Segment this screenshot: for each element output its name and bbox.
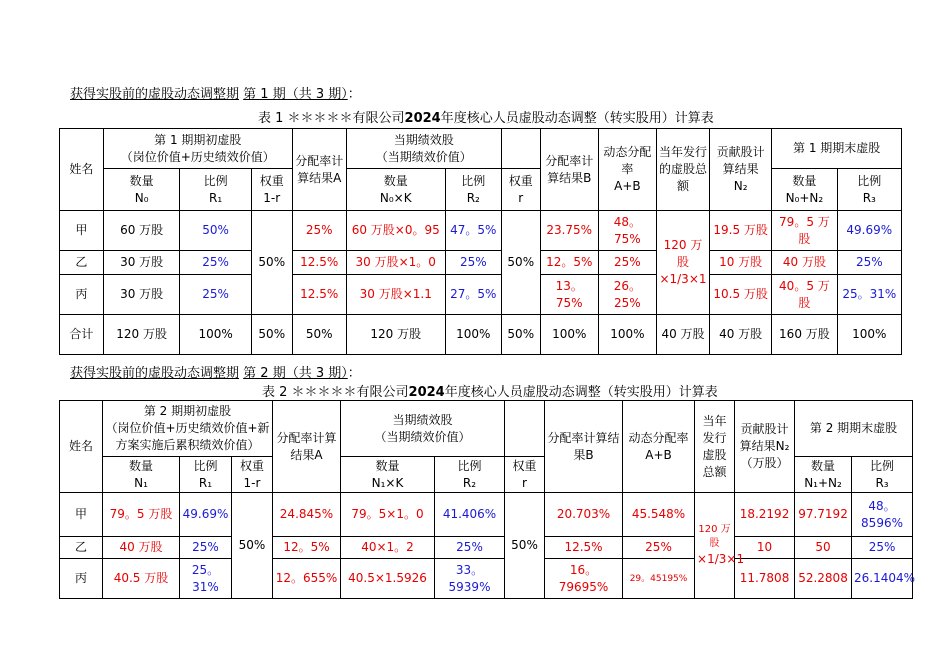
- t2-header-perf-weight: 权重 r: [505, 457, 545, 493]
- t1-header-end: 第 1 期期末虚股: [772, 129, 902, 169]
- t1-total-end-qty: 160 万股: [772, 315, 837, 355]
- table1-caption-suffix: 年度核心人员虚股动态调整（转实股用）计算表: [440, 111, 714, 126]
- t1-cell-perf-ratio: 27。5%: [445, 275, 501, 315]
- t2-cell-perf-ratio: 41.406%: [435, 493, 505, 537]
- t1-cell-alloc-b: 23.75%: [540, 211, 598, 251]
- table-row: [60, 251, 902, 275]
- table-row: [60, 559, 913, 599]
- t2-cell-qty: 40 万股: [103, 537, 180, 559]
- t1-total-issue: 40 万股: [656, 315, 709, 355]
- t2-header-initial: 第 2 期期初虚股 （岗位价值+历史绩效价值+新方案实施后累积绩效价值）: [103, 401, 273, 457]
- t2-header-end-qty: 数量 N₁+N₂: [795, 457, 852, 493]
- t2-cell-perf-qty: 79。5×1。0: [341, 493, 435, 537]
- t1-header-ratio: 比例 R₁: [180, 169, 251, 211]
- table1: [59, 128, 902, 355]
- t1-total-perf-qty: 120 万股: [346, 315, 445, 355]
- t1-cell-contrib: 10.5 万股: [710, 275, 772, 315]
- t1-header-alloc-a: 分配率计算结果A: [292, 129, 346, 211]
- table2-caption-year: 2024: [408, 385, 445, 400]
- t2-header-weight: 权重 1-r: [232, 457, 273, 493]
- t2-header-qty: 数量 N₁: [103, 457, 180, 493]
- section2-heading-prefix: 获得实股前的虚股动态调整期: [70, 366, 240, 381]
- t1-total-dyn: 100%: [598, 315, 656, 355]
- t2-header-ratio: 比例 R₁: [180, 457, 232, 493]
- t2-cell-alloc-a: 12。655%: [273, 559, 341, 599]
- t2-cell-name: 丙: [60, 559, 103, 599]
- t1-cell-qty: 30 万股: [103, 275, 180, 315]
- t1-header-end-qty: 数量 N₀+N₂: [772, 169, 837, 211]
- t2-cell-qty: 40.5 万股: [103, 559, 180, 599]
- section1-heading-prefix: 获得实股前的虚股动态调整期: [70, 87, 240, 102]
- t1-cell-name: 乙: [60, 251, 104, 275]
- t2-cell-qty: 79。5 万股: [103, 493, 180, 537]
- t1-cell-ratio: 25%: [180, 251, 251, 275]
- t2-header-alloc-a: 分配率计算结果A: [273, 401, 341, 493]
- section1-heading: [70, 83, 361, 102]
- table2-caption-suffix: 年度核心人员虚股动态调整（转实股用）计算表: [444, 385, 718, 400]
- t1-header-perf-ratio: 比例 R₂: [445, 169, 501, 211]
- t1-total-ratio: 100%: [180, 315, 251, 355]
- t2-cell-ratio: 25%: [180, 537, 232, 559]
- t1-cell-alloc-b: 13。75%: [540, 275, 598, 315]
- section1-heading-period: 第 1 期（共 3 期）: [243, 87, 348, 102]
- t2-cell-dyn: 29。45195%: [623, 559, 695, 599]
- t2-header-name: 姓名: [60, 401, 103, 493]
- t1-header-perf-qty: 数量 N₀×K: [346, 169, 445, 211]
- t1-cell-alloc-a: 12.5%: [292, 275, 346, 315]
- t2-cell-ratio: 25。31%: [180, 559, 232, 599]
- t2-cell-alloc-a: 12。5%: [273, 537, 341, 559]
- t1-cell-dyn: 48。75%: [598, 211, 656, 251]
- t2-cell-end-qty: 50: [795, 537, 852, 559]
- t1-cell-alloc-a: 25%: [292, 211, 346, 251]
- t1-cell-qty: 30 万股: [103, 251, 180, 275]
- t2-cell-dyn: 45.548%: [623, 493, 695, 537]
- section2-heading-colon: ：: [347, 366, 361, 381]
- t1-cell-end-qty: 79。5 万股: [772, 211, 837, 251]
- t1-header-name: 姓名: [60, 129, 104, 211]
- t1-cell-end-qty: 40。5 万股: [772, 275, 837, 315]
- t2-cell-end-qty: 97.7192: [795, 493, 852, 537]
- table2-caption: [262, 381, 718, 400]
- table2-caption-prefix: 表 2 ＊＊＊＊＊有限公司: [262, 385, 409, 400]
- t1-total-perf-weight: 50%: [501, 315, 540, 355]
- t1-total-perf-ratio: 100%: [445, 315, 501, 355]
- t1-total-alloc-b: 100%: [540, 315, 598, 355]
- t1-header-perf-empty: [501, 129, 540, 169]
- table-row: [60, 493, 913, 537]
- t2-header-end: 第 2 期期末虚股: [795, 401, 913, 457]
- t2-cell-perf-qty: 40×1。2: [341, 537, 435, 559]
- t2-cell-end-ratio: 25%: [852, 537, 913, 559]
- t2-cell-alloc-b: 12.5%: [545, 537, 623, 559]
- t1-cell-weight: 50%: [251, 211, 292, 315]
- t2-header-end-ratio: 比例 R₃: [852, 457, 913, 493]
- t2-cell-issue: 120 万股 ×1/3×1: [695, 493, 735, 599]
- t1-header-perf: 当期绩效股 （当期绩效价值）: [346, 129, 501, 169]
- t1-cell-perf-ratio: 25%: [445, 251, 501, 275]
- t2-cell-dyn: 25%: [623, 537, 695, 559]
- section2-heading-period: 第 2 期（共 3 期）: [243, 366, 348, 381]
- section2-heading: [70, 362, 361, 381]
- t2-cell-end-ratio: 26.1404%: [852, 559, 913, 599]
- t1-cell-name: 甲: [60, 211, 104, 251]
- t2-cell-weight: 50%: [232, 493, 273, 599]
- t1-cell-ratio: 25%: [180, 275, 251, 315]
- t2-cell-end-qty: 52.2808: [795, 559, 852, 599]
- table-row: [60, 537, 913, 559]
- t1-cell-contrib: 19.5 万股: [710, 211, 772, 251]
- t2-cell-ratio: 49.69%: [180, 493, 232, 537]
- t2-cell-name: 乙: [60, 537, 103, 559]
- t2-cell-perf-ratio: 33。5939%: [435, 559, 505, 599]
- t2-cell-alloc-b: 16。79695%: [545, 559, 623, 599]
- t1-header-alloc-b: 分配率计算结果B: [540, 129, 598, 211]
- t2-cell-alloc-a: 24.845%: [273, 493, 341, 537]
- t1-header-initial: 第 1 期期初虚股 （岗位价值+历史绩效价值）: [103, 129, 292, 169]
- t1-total-end-ratio: 100%: [837, 315, 901, 355]
- t2-cell-name: 甲: [60, 493, 103, 537]
- table1-caption: [258, 107, 714, 126]
- t1-cell-end-ratio: 25。31%: [837, 275, 901, 315]
- t2-cell-contrib: 18.2192: [735, 493, 795, 537]
- t1-cell-end-ratio: 49.69%: [837, 211, 901, 251]
- t1-cell-name: 丙: [60, 275, 104, 315]
- t1-total-alloc-a: 50%: [292, 315, 346, 355]
- t1-cell-alloc-a: 12.5%: [292, 251, 346, 275]
- t1-header-qty: 数量 N₀: [103, 169, 180, 211]
- t2-cell-end-ratio: 48。8596%: [852, 493, 913, 537]
- t2-cell-contrib: 10: [735, 537, 795, 559]
- t1-total-qty: 120 万股: [103, 315, 180, 355]
- t2-cell-alloc-b: 20.703%: [545, 493, 623, 537]
- t1-cell-perf-qty: 30 万股×1。0: [346, 251, 445, 275]
- t1-header-dyn: 动态分配率 A+B: [598, 129, 656, 211]
- t2-cell-perf-ratio: 25%: [435, 537, 505, 559]
- t2-header-perf-empty: [505, 401, 545, 457]
- t1-header-weight: 权重 1-r: [251, 169, 292, 211]
- t1-cell-dyn: 25%: [598, 251, 656, 275]
- t1-cell-dyn: 26。25%: [598, 275, 656, 315]
- t2-header-issue: 当年发行虚股总额: [695, 401, 735, 493]
- t2-header-perf: 当期绩效股 （当期绩效价值）: [341, 401, 505, 457]
- t1-header-issue: 当年发行的虚股总额: [656, 129, 709, 211]
- t2-cell-contrib: 11.7808: [735, 559, 795, 599]
- t1-header-contrib: 贡献股计算结果 N₂: [710, 129, 772, 211]
- table2: [59, 400, 916, 599]
- t1-header-perf-weight: 权重 r: [501, 169, 540, 211]
- t1-cell-perf-weight: 50%: [501, 211, 540, 315]
- t1-cell-perf-ratio: 47。5%: [445, 211, 501, 251]
- t2-header-alloc-b: 分配率计算结果B: [545, 401, 623, 493]
- t1-cell-qty: 60 万股: [103, 211, 180, 251]
- t2-header-dyn: 动态分配率A+B: [623, 401, 695, 493]
- t1-cell-alloc-b: 12。5%: [540, 251, 598, 275]
- t1-cell-end-qty: 40 万股: [772, 251, 837, 275]
- t1-total-weight: 50%: [251, 315, 292, 355]
- t2-header-perf-ratio: 比例 R₂: [435, 457, 505, 493]
- t1-total-contrib: 40 万股: [710, 315, 772, 355]
- table1-caption-year: 2024: [404, 111, 441, 126]
- table1-caption-prefix: 表 1 ＊＊＊＊＊有限公司: [258, 111, 405, 126]
- t1-cell-end-ratio: 25%: [837, 251, 901, 275]
- t1-cell-contrib: 10 万股: [710, 251, 772, 275]
- table-row: [60, 275, 902, 315]
- t2-header-contrib: 贡献股计算结果N₂（万股）: [735, 401, 795, 493]
- t1-cell-issue: 120 万股 ×1/3×1: [656, 211, 709, 315]
- t2-cell-perf-weight: 50%: [505, 493, 545, 599]
- t1-cell-perf-qty: 60 万股×0。95: [346, 211, 445, 251]
- t1-total-name: 合计: [60, 315, 104, 355]
- section1-heading-colon: ：: [347, 87, 361, 102]
- table-total-row: [60, 315, 902, 355]
- t2-header-perf-qty: 数量 N₁×K: [341, 457, 435, 493]
- t1-cell-perf-qty: 30 万股×1.1: [346, 275, 445, 315]
- t1-header-end-ratio: 比例 R₃: [837, 169, 901, 211]
- t2-cell-perf-qty: 40.5×1.5926: [341, 559, 435, 599]
- table-row: [60, 211, 902, 251]
- t1-cell-ratio: 50%: [180, 211, 251, 251]
